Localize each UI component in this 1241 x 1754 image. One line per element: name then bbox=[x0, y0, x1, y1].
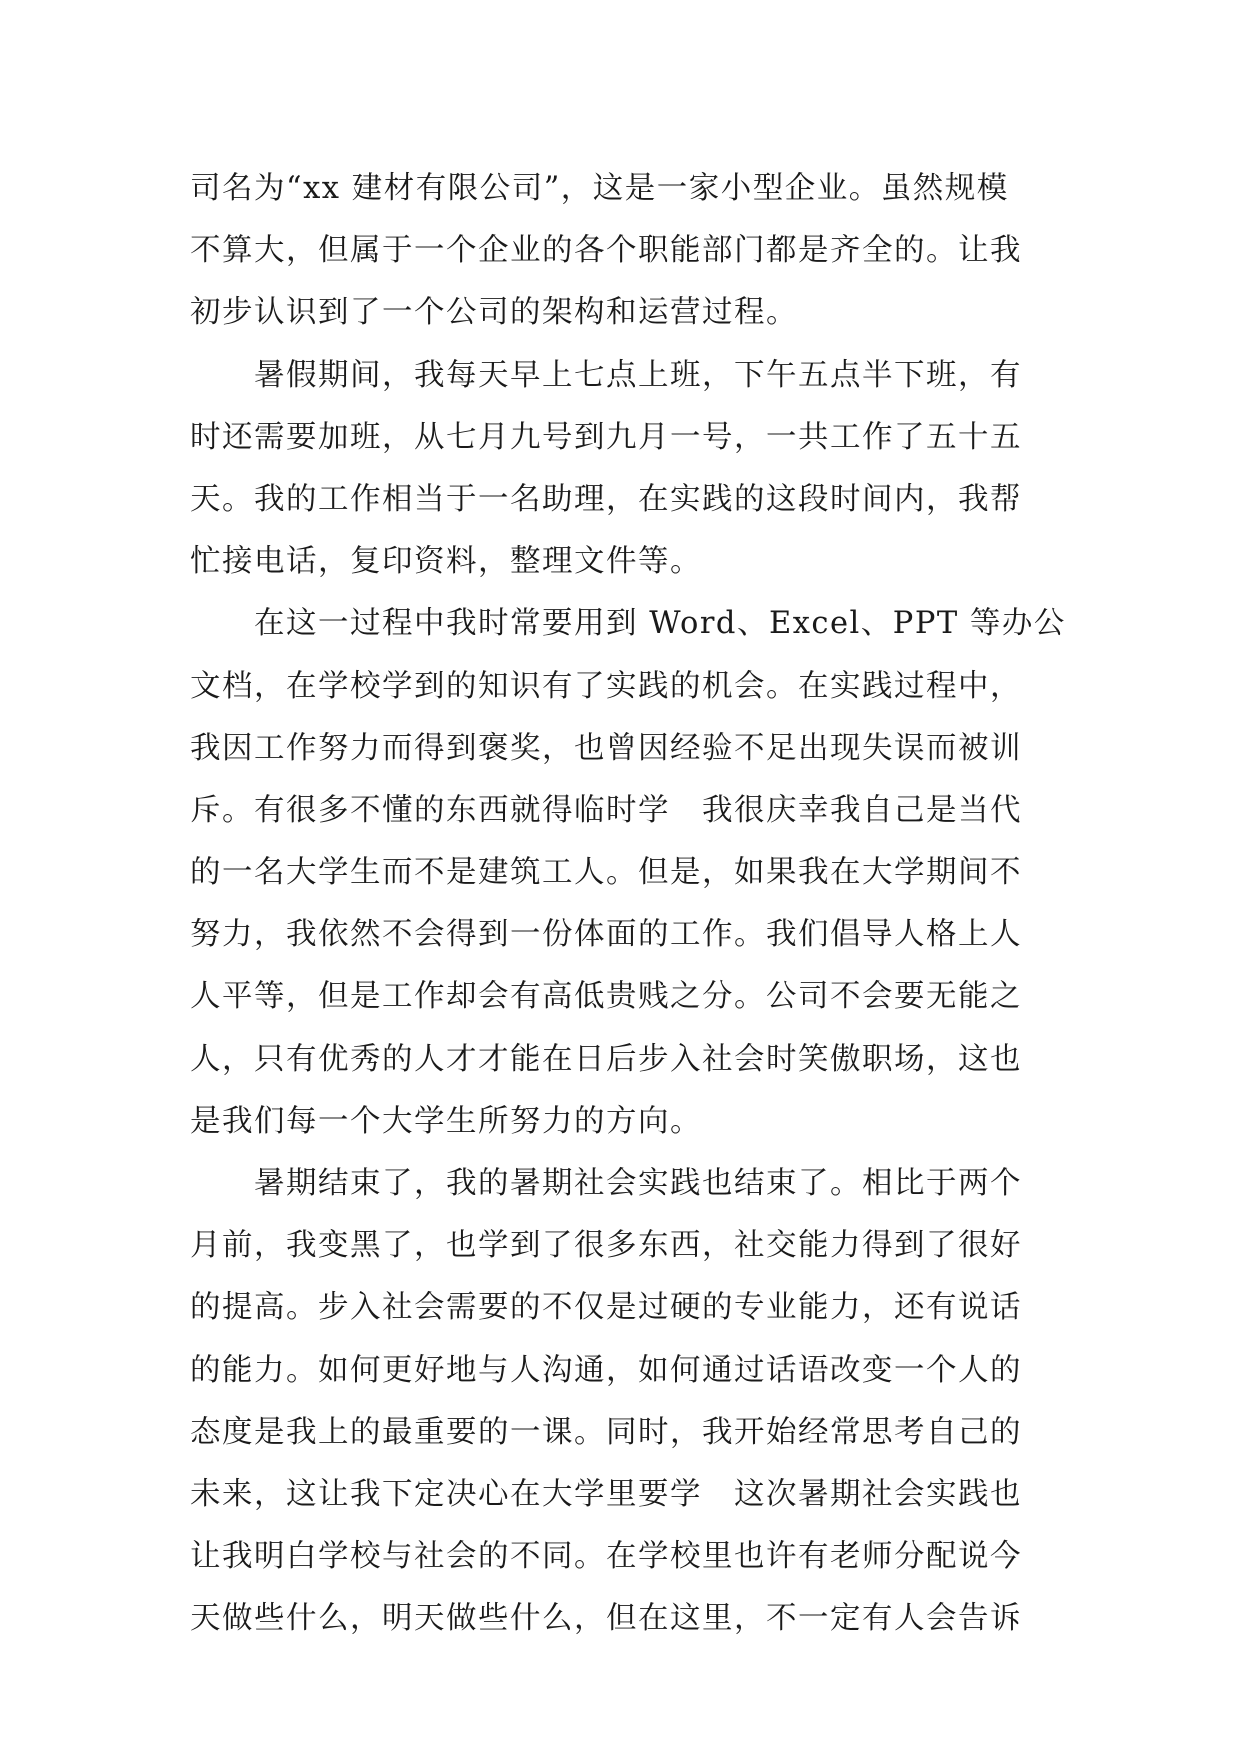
text-line: 的提高。步入社会需要的不仅是过硬的专业能力，还有说话 bbox=[190, 1290, 1022, 1326]
text-line: 的能力。如何更好地与人沟通，如何通过话语改变一个人的 bbox=[190, 1352, 1022, 1388]
text-line: 是我们每一个大学生所努力的方向。 bbox=[190, 1103, 702, 1139]
text-line: 人，只有优秀的人才才能在日后步入社会时笑傲职场，这也 bbox=[190, 1041, 1022, 1077]
text-line: 月前，我变黑了，也学到了很多东西，社交能力得到了很好 bbox=[190, 1228, 1022, 1264]
text-line: 努力，我依然不会得到一份体面的工作。我们倡导人格上人 bbox=[190, 917, 1022, 953]
text-line: 天。我的工作相当于一名助理，在实践的这段时间内，我帮 bbox=[190, 481, 1022, 517]
text-line: 暑期结束了，我的暑期社会实践也结束了。相比于两个 bbox=[190, 1166, 1022, 1201]
text-line: 天做些什么，明天做些什么，但在这里，不一定有人会告诉 bbox=[190, 1601, 1022, 1637]
text-line: 时还需要加班，从七月九号到九月一号，一共工作了五十五 bbox=[190, 419, 1022, 455]
text-line: 人平等，但是工作却会有高低贵贱之分。公司不会要无能之 bbox=[190, 979, 1022, 1015]
text-line: 司名为“xx 建材有限公司”，这是一家小型企业。虽然规模 bbox=[190, 171, 1009, 206]
text-line: 未来，这让我下定决心在大学里要学 这次暑期社会实践也 bbox=[190, 1476, 1022, 1512]
document-body bbox=[190, 158, 1070, 1651]
text-line: 的一名大学生而不是建筑工人。但是，如果我在大学期间不 bbox=[190, 855, 1022, 891]
text-line: 我因工作努力而得到褒奖，也曾因经验不足出现失误而被训 bbox=[190, 730, 1022, 766]
text-line: 暑假期间，我每天早上七点上班，下午五点半下班，有 bbox=[190, 357, 1022, 393]
text-line: 文档，在学校学到的知识有了实践的机会。在实践过程中， bbox=[190, 668, 1022, 704]
text-line: 在这一过程中我时常要用到 Word、Excel、PPT 等办公 bbox=[190, 606, 1066, 642]
text-line: 态度是我上的最重要的一课。同时，我开始经常思考自己的 bbox=[190, 1414, 1022, 1450]
text-line: 初步认识到了一个公司的架构和运营过程。 bbox=[190, 295, 798, 331]
text-line: 忙接电话，复印资料，整理文件等。 bbox=[190, 544, 702, 580]
text-line: 让我明白学校与社会的不同。在学校里也许有老师分配说今 bbox=[190, 1539, 1022, 1575]
text-line: 不算大，但属于一个企业的各个职能部门都是齐全的。让我 bbox=[190, 233, 1022, 269]
text-line: 斥。有很多不懂的东西就得临时学 我很庆幸我自己是当代 bbox=[190, 792, 1022, 828]
